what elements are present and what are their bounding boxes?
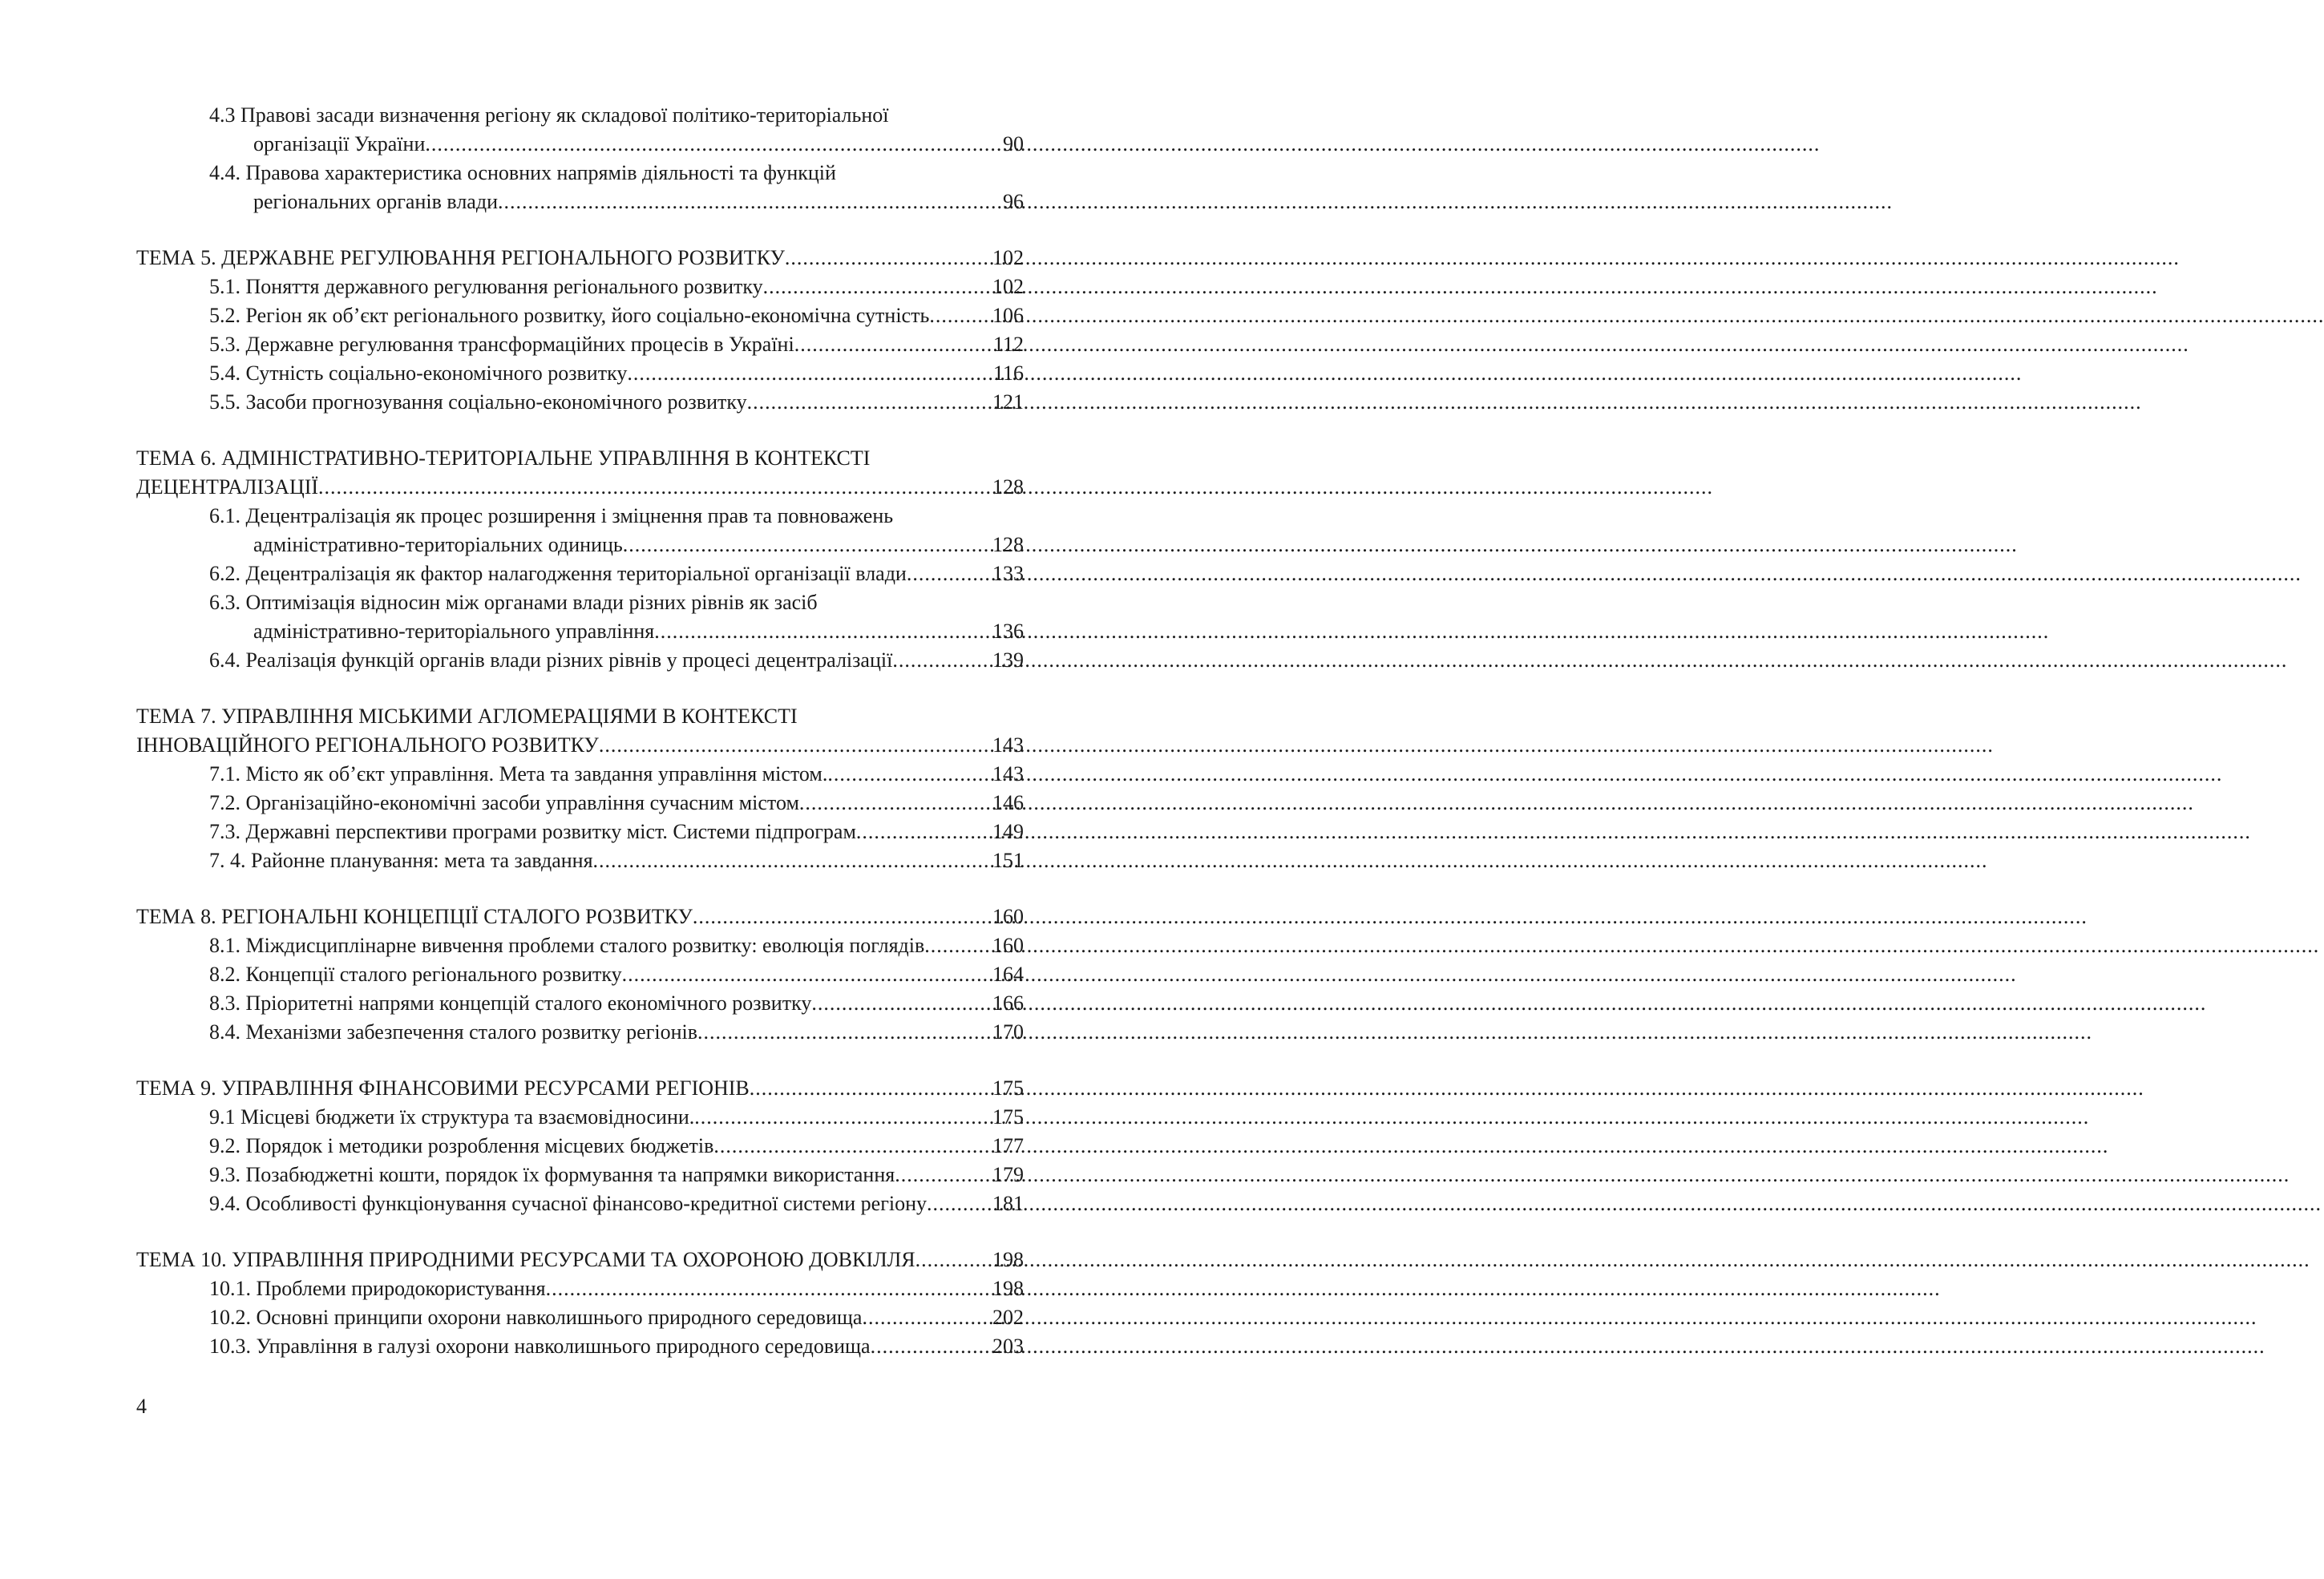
toc-topic-title: ТЕМА 5. ДЕРЖАВНЕ РЕГУЛЮВАННЯ РЕГІОНАЛЬНОГО РОЗВИТКУ: [136, 246, 785, 269]
leader-dots: [785, 244, 992, 273]
spacer: [136, 417, 1024, 444]
leader-dots: [627, 359, 993, 388]
leader-dots: [498, 188, 1003, 216]
toc-entry-6-4[interactable]: [136, 646, 1024, 675]
leader-dots: [425, 130, 1003, 159]
table-of-contents: [136, 101, 1024, 1361]
toc-entry-10-1[interactable]: [136, 1274, 1024, 1303]
toc-page-number: 170: [992, 1020, 1024, 1044]
toc-page-number: 116: [992, 361, 1024, 385]
toc-topic-title: ТЕМА 8. РЕГІОНАЛЬНІ КОНЦЕПЦІЇ СТАЛОГО РОЗВИТКУ: [136, 905, 693, 928]
toc-entry-10-2[interactable]: [136, 1303, 1024, 1332]
toc-entry-8-1[interactable]: [136, 931, 1024, 960]
leader-dots: [623, 531, 992, 559]
toc-entry-7-2[interactable]: [136, 789, 1024, 818]
leader-dots: [713, 1132, 992, 1161]
toc-page-number: 102: [992, 246, 1024, 269]
toc-page-number: 106: [992, 304, 1024, 327]
toc-entry-7-4[interactable]: [136, 846, 1024, 875]
leader-dots: [654, 617, 992, 646]
leader-dots: [856, 818, 992, 846]
toc-entry-6-2[interactable]: [136, 559, 1024, 588]
toc-topic-title: ТЕМА 6. АДМІНІСТРАТИВНО-ТЕРИТОРІАЛЬНЕ УПРАВЛІННЯ В КОНТЕКСТІ: [136, 446, 871, 470]
leader-dots: [929, 301, 992, 330]
toc-page-number: 96: [1003, 190, 1024, 213]
leader-dots: [895, 1161, 992, 1189]
toc-page-number: 198: [992, 1277, 1024, 1300]
toc-entry-title: 4.3 Правові засади визначення регіону як складової політико-територіальної: [209, 103, 889, 127]
toc-topic-6-line1: [136, 444, 1024, 473]
toc-page-number: 128: [992, 533, 1024, 556]
toc-page-number: 143: [992, 762, 1024, 785]
toc-entry-title: адміністративно-територіальних одиниць: [253, 533, 623, 556]
toc-entry-7-1[interactable]: [136, 760, 1024, 789]
toc-entry-9-2[interactable]: [136, 1132, 1024, 1161]
toc-entry-4-3-line1: [136, 101, 1024, 130]
toc-topic-7-line2[interactable]: [136, 731, 1024, 760]
spacer: [136, 1047, 1024, 1074]
toc-page-number: 149: [992, 820, 1024, 843]
toc-page-number: 133: [992, 562, 1024, 585]
toc-page-number: 136: [992, 620, 1024, 643]
toc-page-number: 121: [992, 390, 1024, 414]
spacer: [136, 675, 1024, 702]
toc-topic-title: ТЕМА 7. УПРАВЛІННЯ МІСЬКИМИ АГЛОМЕРАЦІЯМИ В КОНТЕКСТІ: [136, 705, 798, 728]
toc-entry-9-1[interactable]: [136, 1103, 1024, 1132]
toc-page-number: 90: [1003, 132, 1024, 155]
toc-entry-title: 7.3. Державні перспективи програми розвитку міст. Системи підпрограм: [209, 820, 856, 843]
toc-entry-title: 9.1 Місцеві бюджети їх структура та взаємовідносини.: [209, 1105, 695, 1129]
toc-page-number: 179: [992, 1163, 1024, 1186]
toc-page-number: 198: [992, 1248, 1024, 1271]
toc-entry-8-4[interactable]: [136, 1018, 1024, 1047]
toc-topic-9[interactable]: [136, 1074, 1024, 1103]
toc-entry-title: 10.1. Проблеми природокористування: [209, 1277, 546, 1300]
leader-dots: [915, 1246, 992, 1274]
toc-entry-5-3[interactable]: [136, 330, 1024, 359]
toc-topic-8[interactable]: [136, 903, 1024, 931]
toc-page-number: 177: [992, 1134, 1024, 1157]
toc-entry-title: регіональних органів влади: [253, 190, 498, 213]
leader-dots: [622, 960, 992, 989]
toc-entry-6-1-line1: [136, 502, 1024, 531]
toc-page-number: 175: [992, 1105, 1024, 1129]
toc-entry-title: адміністративно-територіального управління: [253, 620, 655, 643]
toc-entry-title: 8.2. Концепції сталого регіонального розвитку: [209, 963, 622, 986]
toc-entry-title: 7. 4. Районне планування: мета та завдання: [209, 849, 593, 872]
leader-dots: [599, 731, 992, 760]
toc-page-number: 139: [992, 648, 1024, 672]
toc-entry-4-4-line2[interactable]: [136, 188, 1024, 216]
leader-dots: [811, 989, 992, 1018]
toc-entry-5-4[interactable]: [136, 359, 1024, 388]
toc-entry-title: 7.2. Організаційно-економічні засоби управління сучасним містом: [209, 791, 799, 814]
toc-entry-9-3[interactable]: [136, 1161, 1024, 1189]
spacer: [136, 216, 1024, 244]
toc-entry-title: 9.3. Позабюджетні кошти, порядок їх формування та напрямки використання: [209, 1163, 895, 1186]
toc-entry-5-1[interactable]: [136, 273, 1024, 301]
toc-entry-title: 5.5. Засоби прогнозування соціально-економічного розвитку: [209, 390, 747, 414]
toc-entry-4-3-line2[interactable]: [136, 130, 1024, 159]
toc-entry-title: 5.4. Сутність соціально-економічного розвитку: [209, 361, 628, 385]
toc-entry-title: 9.2. Порядок і методики розроблення місцевих бюджетів: [209, 1134, 714, 1157]
leader-dots: [593, 846, 992, 875]
toc-entry-10-3[interactable]: [136, 1332, 1024, 1361]
toc-entry-title: 9.4. Особливості функціонування сучасної фінансово-кредитної системи регіону: [209, 1192, 928, 1215]
toc-topic-title: ДЕЦЕНТРАЛІЗАЦІЇ: [136, 475, 319, 499]
toc-page-number: 160: [992, 934, 1024, 957]
toc-entry-title: 5.2. Регіон як об’єкт регіонального розвитку, його соціально-економічна сутність: [209, 304, 930, 327]
leader-dots: [892, 646, 992, 675]
toc-topic-title: ІННОВАЦІЙНОГО РЕГІОНАЛЬНОГО РОЗВИТКУ: [136, 733, 599, 757]
leader-dots: [697, 1018, 992, 1047]
toc-entry-title: 6.1. Децентралізація як процес розширення і зміцнення прав та повноважень: [209, 504, 894, 527]
toc-page-number: 202: [992, 1306, 1024, 1329]
toc-entry-title: 6.4. Реалізація функцій органів влади різних рівнів у процесі децентралізації: [209, 648, 893, 672]
toc-topic-5[interactable]: [136, 244, 1024, 273]
toc-entry-5-5[interactable]: [136, 388, 1024, 417]
toc-entry-6-1-line2[interactable]: [136, 531, 1024, 559]
leader-dots: [747, 388, 992, 417]
toc-entry-title: 8.3. Пріоритетні напрями концепцій сталого економічного розвитку: [209, 991, 812, 1015]
toc-topic-10[interactable]: [136, 1246, 1024, 1274]
leader-dots: [694, 1103, 992, 1132]
page-number: 4: [136, 1395, 147, 1418]
toc-page-number: 160: [992, 905, 1024, 928]
toc-page-number: 181: [992, 1192, 1024, 1215]
toc-entry-title: 8.4. Механізми забезпечення сталого розвитку регіонів: [209, 1020, 698, 1044]
toc-entry-4-4-line1: [136, 159, 1024, 188]
leader-dots: [693, 903, 992, 931]
toc-entry-title: 6.3. Оптимізація відносин між органами влади різних рівнів як засіб: [209, 591, 818, 614]
leader-dots: [799, 789, 992, 818]
leader-dots: [862, 1303, 992, 1332]
toc-entry-title: 10.2. Основні принципи охорони навколишнього природного середовища: [209, 1306, 863, 1329]
toc-page-number: 143: [992, 733, 1024, 757]
leader-dots: [924, 931, 992, 960]
leader-dots: [546, 1274, 992, 1303]
toc-entry-title: 4.4. Правова характеристика основних напрямів діяльності та функцій: [209, 161, 836, 184]
toc-page-number: 175: [992, 1076, 1024, 1100]
toc-page-number: 112: [992, 333, 1024, 356]
toc-topic-6-line2[interactable]: [136, 473, 1024, 502]
leader-dots: [750, 1074, 992, 1103]
spacer: [136, 875, 1024, 903]
leader-dots: [763, 273, 992, 301]
toc-page-number: 146: [992, 791, 1024, 814]
leader-dots: [907, 559, 992, 588]
leader-dots: [871, 1332, 992, 1361]
toc-entry-title: 5.3. Державне регулювання трансформаційних процесів в Україні: [209, 333, 794, 356]
toc-entry-6-3-line1: [136, 588, 1024, 617]
toc-entry-8-3[interactable]: [136, 989, 1024, 1018]
toc-entry-title: 10.3. Управління в галузі охорони навколишнього природного середовища: [209, 1335, 871, 1358]
toc-topic-title: ТЕМА 10. УПРАВЛІННЯ ПРИРОДНИМИ РЕСУРСАМИ ТА ОХОРОНОЮ ДОВКІЛЛЯ: [136, 1248, 915, 1271]
toc-topic-title: ТЕМА 9. УПРАВЛІННЯ ФІНАНСОВИМИ РЕСУРСАМИ РЕГІОНІВ: [136, 1076, 750, 1100]
toc-entry-title: організації України: [253, 132, 426, 155]
toc-page-number: 164: [992, 963, 1024, 986]
toc-entry-title: 5.1. Поняття державного регулювання регіонального розвитку: [209, 275, 763, 298]
toc-page-number: 203: [992, 1335, 1024, 1358]
leader-dots: [927, 1189, 992, 1218]
toc-entry-6-3-line2[interactable]: [136, 617, 1024, 646]
leader-dots: [794, 330, 993, 359]
toc-page-number: 151: [992, 849, 1024, 872]
toc-page-number: 102: [992, 275, 1024, 298]
spacer: [136, 1218, 1024, 1246]
leader-dots: [827, 760, 992, 789]
toc-entry-5-2[interactable]: [136, 301, 1024, 330]
toc-topic-7-line1: [136, 702, 1024, 731]
toc-entry-title: 8.1. Міждисциплінарне вивчення проблеми сталого розвитку: еволюція поглядів: [209, 934, 925, 957]
toc-page-number: 166: [992, 991, 1024, 1015]
toc-page-number: 128: [992, 475, 1024, 499]
toc-entry-8-2[interactable]: [136, 960, 1024, 989]
toc-entry-7-3[interactable]: [136, 818, 1024, 846]
toc-entry-9-4[interactable]: [136, 1189, 1024, 1218]
toc-entry-title: 7.1. Місто як об’єкт управління. Мета та завдання управління містом.: [209, 762, 828, 785]
toc-entry-title: 6.2. Децентралізація як фактор налагодження територіальної організації влади: [209, 562, 907, 585]
leader-dots: [318, 473, 992, 502]
